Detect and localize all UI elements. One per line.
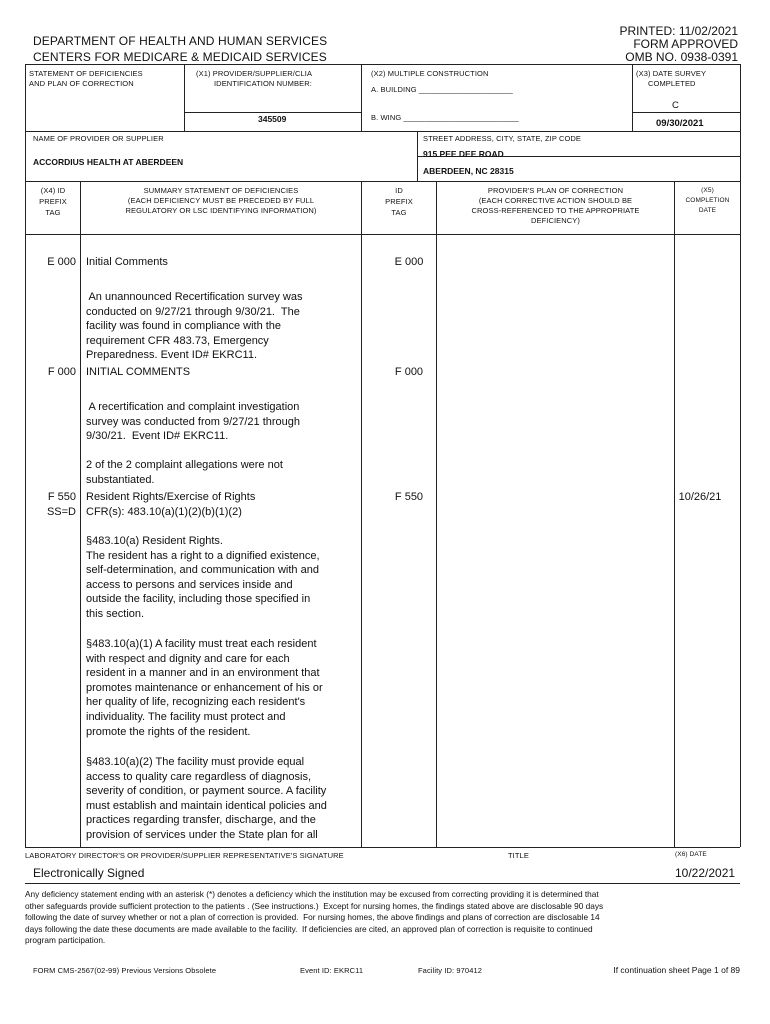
f000-text: A recertification and complaint investigation survey was conducted from 9/27/21 through 9/30/21. Event ID# EKRC11. 2 of the 2 complaint allegations were not substantiated. [86, 401, 301, 486]
f550-scope-severity: SS=D [46, 506, 76, 518]
provider-name: ACCORDIUS HEALTH AT ABERDEEN [33, 157, 184, 167]
plan-header-4: DEFICIENCY) [530, 216, 581, 225]
provider-number: 345509 [258, 114, 287, 124]
plan-header-1: PROVIDER'S PLAN OF CORRECTION [487, 186, 624, 195]
f550-paragraph-3: §483.10(a)(2) The facility must provide equal access to quality care regardless of diagnosis, severity of condition, or payment source. A facility must establish and maintain identical policies and practices regarding transfer, discharge, and the provision of services under the State plan for all [86, 756, 327, 841]
f000-id: F 000 [394, 366, 424, 378]
signature-label: LABORATORY DIRECTOR'S OR PROVIDER/SUPPLIER REPRESENTATIVE'S SIGNATURE [25, 851, 344, 860]
address-line1: 915 PEE DEE ROAD [423, 149, 504, 159]
form-approved: FORM APPROVED [633, 37, 738, 51]
x1-label-2: IDENTIFICATION NUMBER: [214, 79, 312, 88]
f000-tag: F 000 [47, 366, 76, 378]
summary-header-3: REGULATORY OR LSC IDENTIFYING INFORMATION) [125, 206, 317, 215]
id-header-1: ID [395, 186, 403, 195]
disclaimer: Any deficiency statement ending with an asterisk (*) denotes a deficiency which the institution may be excused from correcting providing it is determined that other safeguards provide sufficient protection to the patients . (See instructions.) Except for nursing homes, the findings stated above are disclosable 90 days following the date of survey whether or not a plan of correction is provided. For nursing homes, the above findings and plans of correction are disclosable 14 days following the date these documents are made available to the facility. If deficiencies are cited, an approved plan of correction is requisite to continued program participation. [25, 889, 604, 946]
e000-id: E 000 [394, 256, 424, 268]
f000-title: INITIAL COMMENTS [86, 366, 191, 378]
statement-label: STATEMENT OF DEFICIENCIES [29, 69, 143, 78]
centers-title: CENTERS FOR MEDICARE & MEDICAID SERVICES [33, 50, 327, 64]
f550-paragraph-1: §483.10(a) Resident Rights. The resident has a right to a dignified existence, self-determination, and communication with and access to persons and services inside and outside the facility, including those specified in this section. [86, 535, 320, 620]
x3-label: (X3) DATE SURVEY [636, 69, 707, 78]
x5-header-3: DATE [698, 207, 717, 214]
f550-completion-date: 10/26/21 [678, 491, 722, 503]
id-header-2: PREFIX [385, 197, 413, 206]
x1-label: (X1) PROVIDER/SUPPLIER/CLIA [196, 69, 313, 78]
x5-header-1: (X5) [701, 187, 714, 194]
e000-text: An unannounced Recertification survey was conducted on 9/27/21 through 9/30/21. The facility was found in compliance with the requirement CFR 483.73, Emergency Preparedness. Event ID# EKRC11. [86, 291, 303, 362]
f550-paragraph-2: §483.10(a)(1) A facility must treat each resident with respect and dignity and care for each resident in a manner and in an environment that promotes maintenance or enhancement of his or her quality of life, recognizing each resident's individuality. The facility must protect and promote the rights of the resident. [86, 638, 323, 738]
f550-tag: F 550 [47, 491, 76, 503]
id-header-3: TAG [391, 208, 407, 217]
survey-date: 09/30/2021 [656, 118, 704, 129]
x5-header-2: COMPLETION [685, 197, 730, 204]
survey-type: C [672, 100, 679, 111]
title-label: TITLE [508, 851, 529, 860]
summary-header-1: SUMMARY STATEMENT OF DEFICIENCIES [143, 186, 299, 195]
signature-date: 10/22/2021 [675, 866, 736, 880]
f550-title: Resident Rights/Exercise of Rights [86, 491, 256, 503]
f550-cfr: CFR(s): 483.10(a)(1)(2)(b)(1)(2) [86, 506, 242, 518]
x2-label: (X2) MULTIPLE CONSTRUCTION [371, 69, 489, 78]
plan-header-2: (EACH CORRECTIVE ACTION SHOULD BE [478, 196, 633, 205]
f550-id: F 550 [394, 491, 424, 503]
e000-title: Initial Comments [86, 256, 168, 268]
plan-header-3: CROSS-REFERENCED TO THE APPROPRIATE [471, 206, 640, 215]
e000-tag: E 000 [47, 256, 76, 268]
summary-header-2: (EACH DEFICIENCY MUST BE PRECEDED BY FULL [127, 196, 315, 205]
wing-field: B. WING ___________________________ [371, 113, 519, 122]
page-number: If continuation sheet Page 1 of 89 [613, 965, 740, 975]
printed-date: PRINTED: 11/02/2021 [619, 24, 738, 38]
x4-header-2: PREFIX [39, 197, 67, 206]
plan-label: AND PLAN OF CORRECTION [29, 79, 134, 88]
form-number: FORM CMS-2567(02-99) Previous Versions Obsolete [33, 966, 217, 975]
event-id: Event ID: EKRC11 [300, 966, 364, 975]
department-title: DEPARTMENT OF HEALTH AND HUMAN SERVICES [33, 34, 328, 48]
x4-header-1: (X4) ID [40, 186, 66, 195]
omb-number: OMB NO. 0938-0391 [625, 50, 738, 64]
provider-label: NAME OF PROVIDER OR SUPPLIER [33, 134, 164, 143]
address-line2: ABERDEEN, NC 28315 [423, 166, 514, 176]
facility-id: Facility ID: 970412 [418, 966, 483, 975]
address-label: STREET ADDRESS, CITY, STATE, ZIP CODE [423, 134, 582, 143]
building-field: A. BUILDING ______________________ [371, 85, 513, 94]
signature: Electronically Signed [33, 866, 145, 880]
x4-header-3: TAG [45, 208, 61, 217]
x3-label-2: COMPLETED [648, 79, 696, 88]
x6-date-label: (X6) DATE [675, 851, 707, 858]
